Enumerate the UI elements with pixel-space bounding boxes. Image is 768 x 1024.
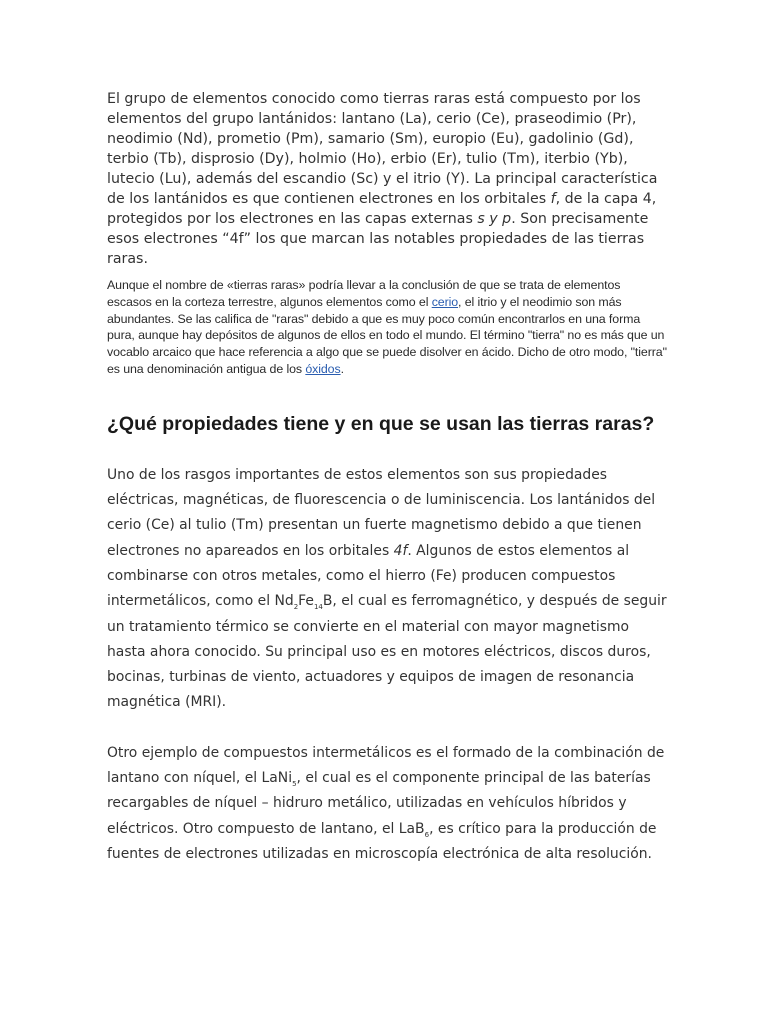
- subscript-lab: 6: [424, 830, 430, 839]
- note-text-part-3: .: [340, 361, 344, 376]
- cerio-link[interactable]: cerio: [431, 294, 459, 309]
- properties-paragraph: [107, 463, 667, 716]
- intro-orbitals-s-p: s y p: [477, 211, 512, 227]
- note-text-part-2: , el itrio y el neodimio son más abundantes. Se las califica de "raras" debido a que es muy poco común encontrarlos en una forma pura, aunque hay depósitos de algunos de ellos en todo el mundo. El término "tierra" no es más que un vocablo arcaico que hace referencia a algo que se puede disolver en ácido. Dicho de otro modo, "tierra" es una denominación antigua de los: [107, 294, 667, 376]
- note-text-part-1: Aunque el nombre de «tierras raras» podría llevar a la conclusión de que se trata de elementos escasos en la corteza terrestre, algunos elementos como el: [107, 278, 621, 309]
- subscript-nd: 2: [293, 603, 299, 612]
- intermetallic-text-part-3: , es crítico para la producción de fuentes de electrones utilizadas en microscopía electrónica de alta resolución.: [107, 820, 657, 862]
- intermetallic-paragraph: [107, 741, 667, 867]
- oxidos-link[interactable]: óxidos: [305, 361, 341, 376]
- document-body: [107, 89, 667, 867]
- subscript-lani: 5: [292, 779, 297, 788]
- intro-text-part-1: El grupo de elementos conocido como tierras raras está compuesto por los elementos del grupo lantánidos: lantano (La), cerio (Ce), praseodimio (Pr), neodimio (Nd), prometio (Pm), samario (Sm), europio (Eu), gadolinio (Gd), terbio (Tb), disprosio (Dy), holmio (Ho), erbio (Er), tulio (Tm), iterbio (Yb), lutecio (Lu), además del escandio (Sc) y el itrio (Y). La principal característica de los lantánidos es que contienen electrones en los orbitales: [107, 91, 658, 207]
- intermetallic-text-part-2: , el cual es el componente principal de las baterías recargables de níquel – hidruro metálico, utilizadas en vehículos híbridos y eléctricos. Otro compuesto de lantano, el LaB: [107, 770, 651, 837]
- section-heading: ¿Qué propiedades tiene y en que se usan las tierras raras?: [107, 412, 655, 435]
- properties-text-part-3: Fe: [298, 593, 314, 610]
- intro-text-part-3: . Son precisamente esos electrones “4f” los que marcan las notables propiedades de las tierras raras.: [107, 211, 649, 267]
- intro-paragraph: [107, 89, 667, 269]
- intro-orbital-f: f: [550, 191, 556, 207]
- note-paragraph: [107, 277, 667, 378]
- intermetallic-text-part-1: Otro ejemplo de compuestos intermetálicos es el formado de la combinación de lantano con níquel, el LaNi: [107, 744, 665, 787]
- subscript-fe: 14: [313, 603, 323, 612]
- properties-text-part-2: . Algunos de estos elementos al combinarse con otros metales, como el hierro (Fe) producen compuestos intermetálicos, como el Nd: [107, 542, 630, 610]
- properties-text-part-1: Uno de los rasgos importantes de estos elementos son sus propiedades eléctricas, magnéticas, de fluorescencia o de luminiscencia. Los lantánidos del cerio (Ce) al tulio (Tm) presentan un fuerte magnetismo debido a que tienen electrones no apareados en los orbitales: [107, 466, 656, 559]
- orbital-4f: 4f: [393, 542, 408, 559]
- intro-text-part-2: , de la capa 4, protegidos por los electrones en las capas externas: [107, 191, 657, 227]
- properties-text-part-4: B, el cual es ferromagnético, y después de seguir un tratamiento térmico se convierte en el material con mayor magnetismo hasta ahora conocido. Su principal uso es en motores eléctricos, discos duros, bocinas, turbinas de viento, actuadores y equipos de imagen de resonancia magnética (MRI).: [107, 593, 667, 711]
